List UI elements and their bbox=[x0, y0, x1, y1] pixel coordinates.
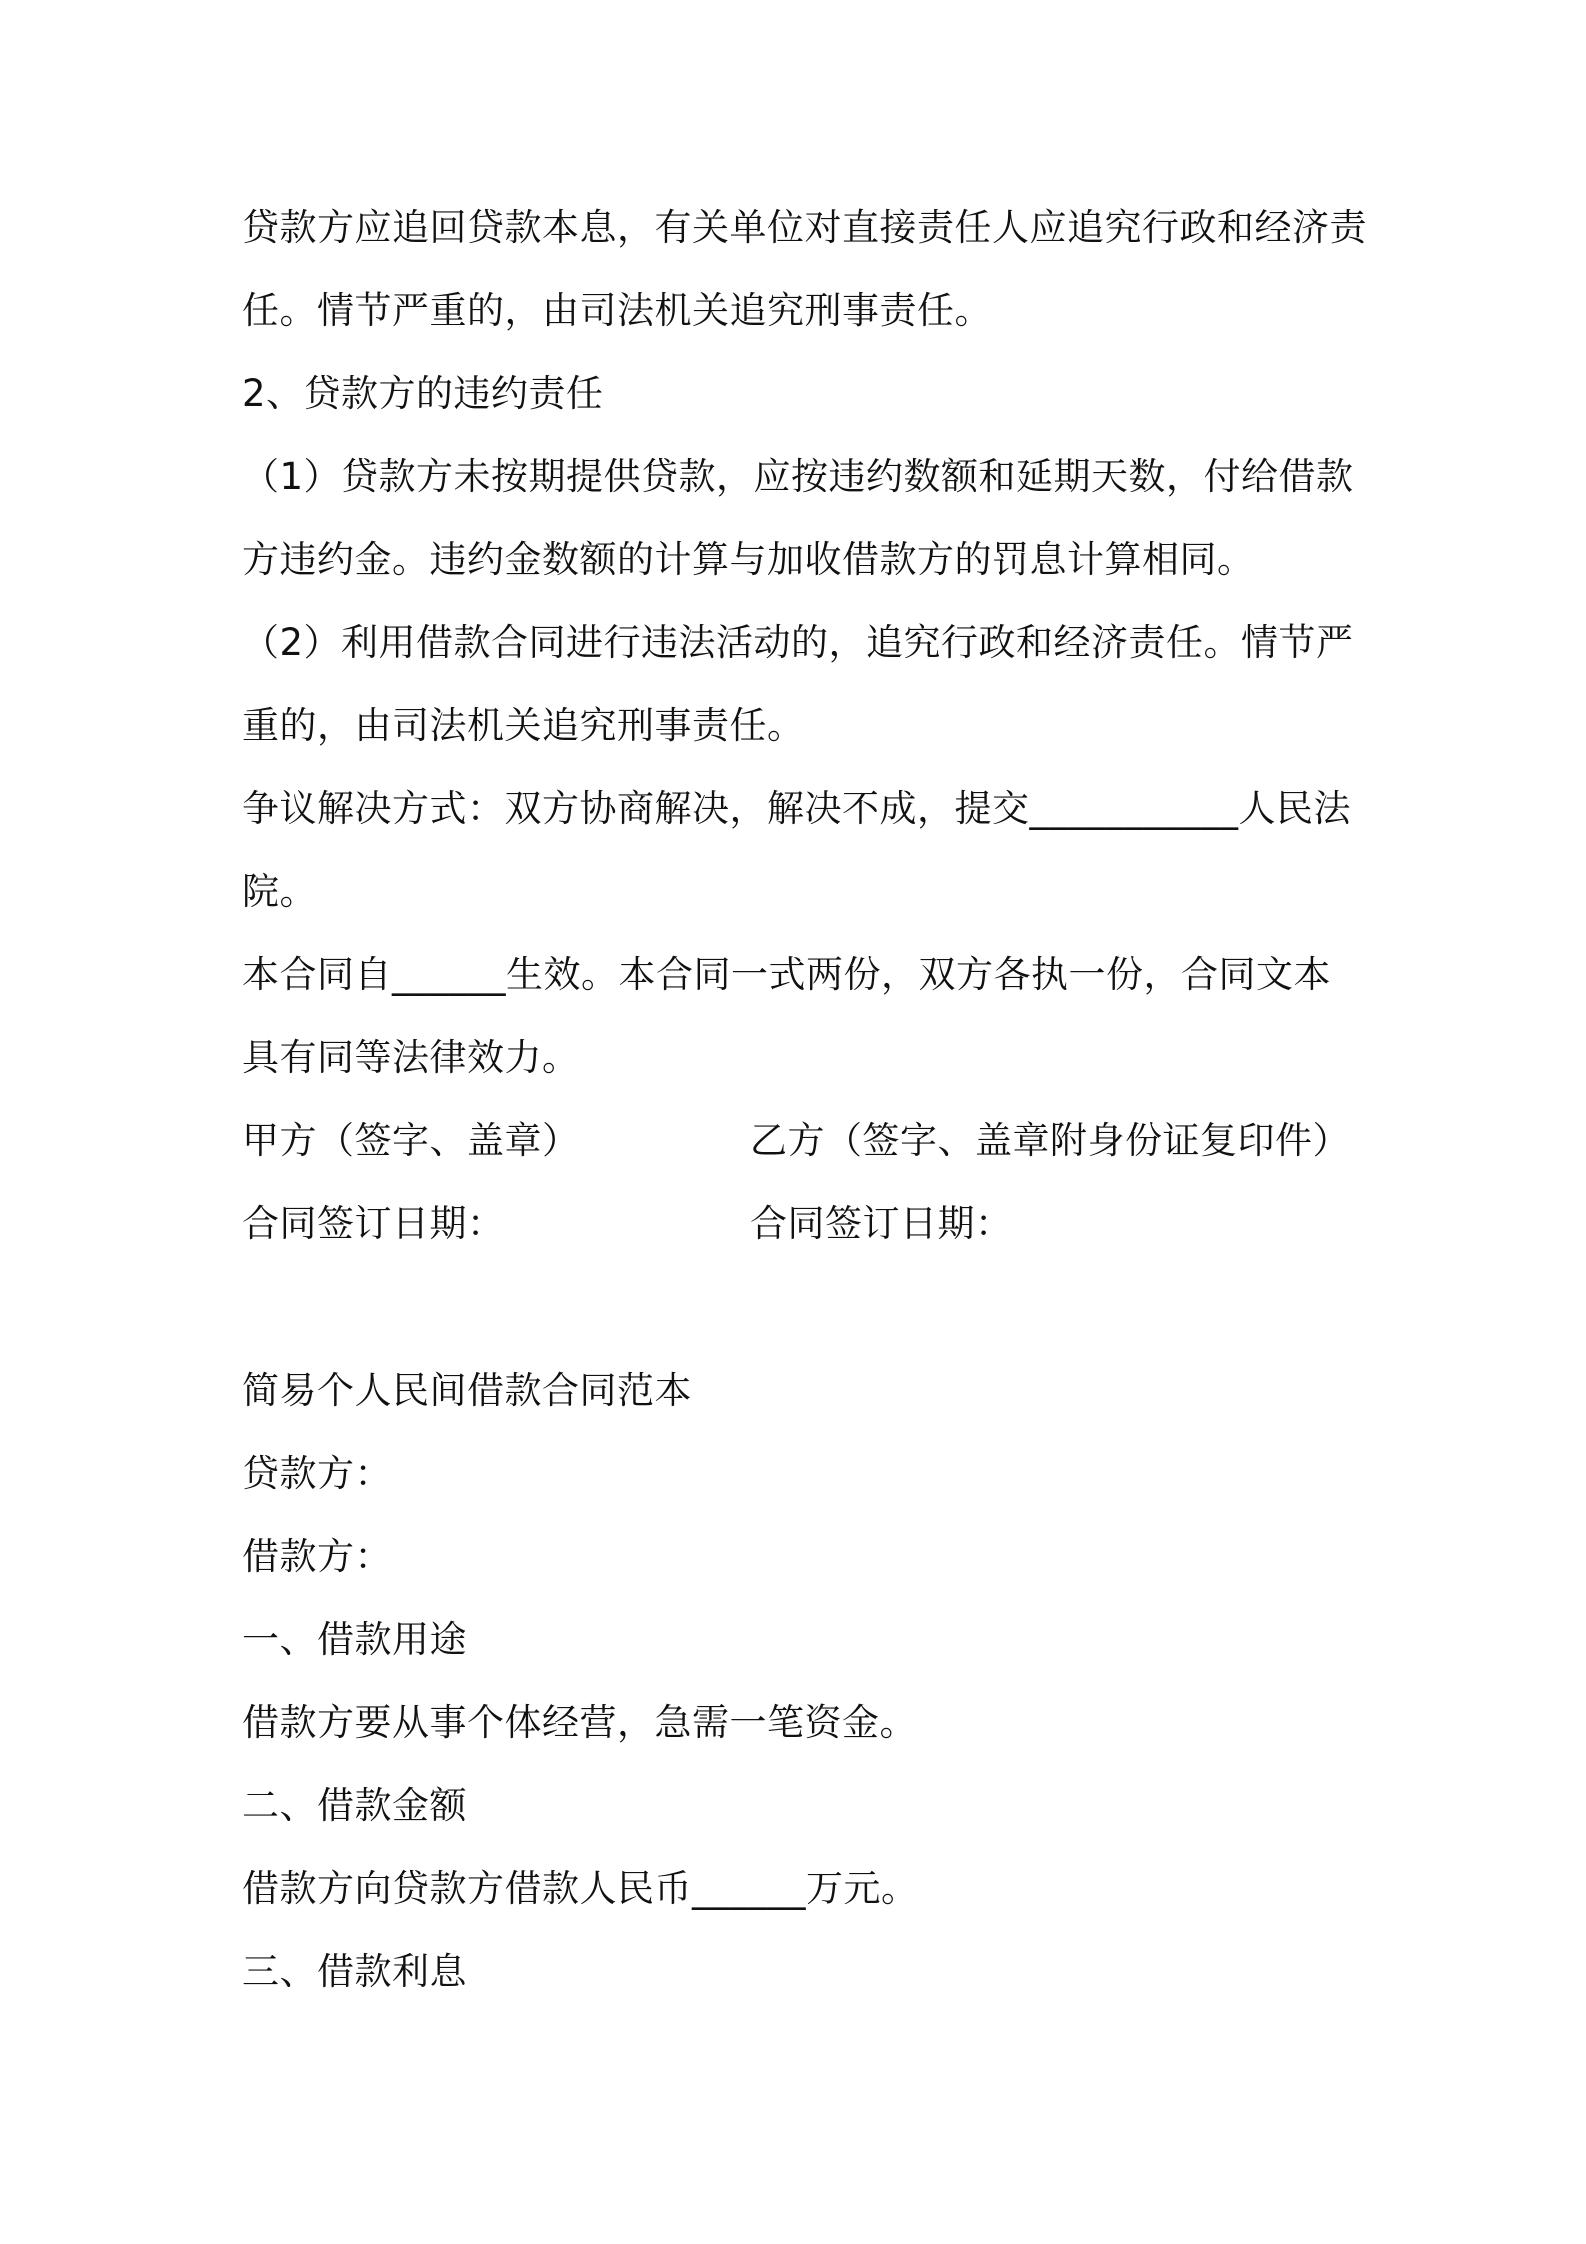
paragraph-line: 重的，由司法机关追究刑事责任。 bbox=[242, 704, 805, 747]
section-heading: 二、借款金额 bbox=[242, 1784, 467, 1827]
paragraph-line: 任。情节严重的，由司法机关追究刑事责任。 bbox=[242, 289, 992, 332]
contract-title: 简易个人民间借款合同范本 bbox=[242, 1369, 692, 1412]
paragraph-line: 方违约金。违约金数额的计算与加收借款方的罚息计算相同。 bbox=[242, 538, 1255, 581]
section-heading: 2、贷款方的违约责任 bbox=[242, 372, 604, 415]
party-b-sign-date: 合同签订日期： bbox=[750, 1202, 1013, 1245]
paragraph-line: 院。 bbox=[242, 870, 317, 913]
party-a-signature: 甲方（签字、盖章） bbox=[242, 1119, 580, 1162]
effective-date-line: 本合同自______生效。本合同一式两份，双方各执一份，合同文本 bbox=[242, 953, 1331, 996]
section-heading: 一、借款用途 bbox=[242, 1618, 467, 1661]
party-a-sign-date: 合同签订日期： bbox=[242, 1202, 505, 1245]
lender-line: 贷款方： bbox=[242, 1452, 392, 1495]
paragraph-line: 借款方要从事个体经营，急需一笔资金。 bbox=[242, 1701, 917, 1744]
paragraph-line: （1）贷款方未按期提供贷款，应按违约数额和延期天数，付给借款 bbox=[242, 455, 1354, 498]
borrower-line: 借款方： bbox=[242, 1535, 392, 1578]
party-b-signature: 乙方（签字、盖章附身份证复印件） bbox=[750, 1119, 1350, 1162]
paragraph-line: 借款方向贷款方借款人民币______万元。 bbox=[242, 1867, 919, 1910]
dispute-resolution-line: 争议解决方式：双方协商解决，解决不成，提交___________人民法 bbox=[242, 787, 1351, 830]
paragraph-line: （2）利用借款合同进行违法活动的，追究行政和经济责任。情节严 bbox=[242, 621, 1354, 664]
paragraph-line: 具有同等法律效力。 bbox=[242, 1036, 580, 1079]
section-heading: 三、借款利息 bbox=[242, 1950, 467, 1993]
paragraph-line: 贷款方应追回贷款本息，有关单位对直接责任人应追究行政和经济责 bbox=[242, 206, 1367, 249]
